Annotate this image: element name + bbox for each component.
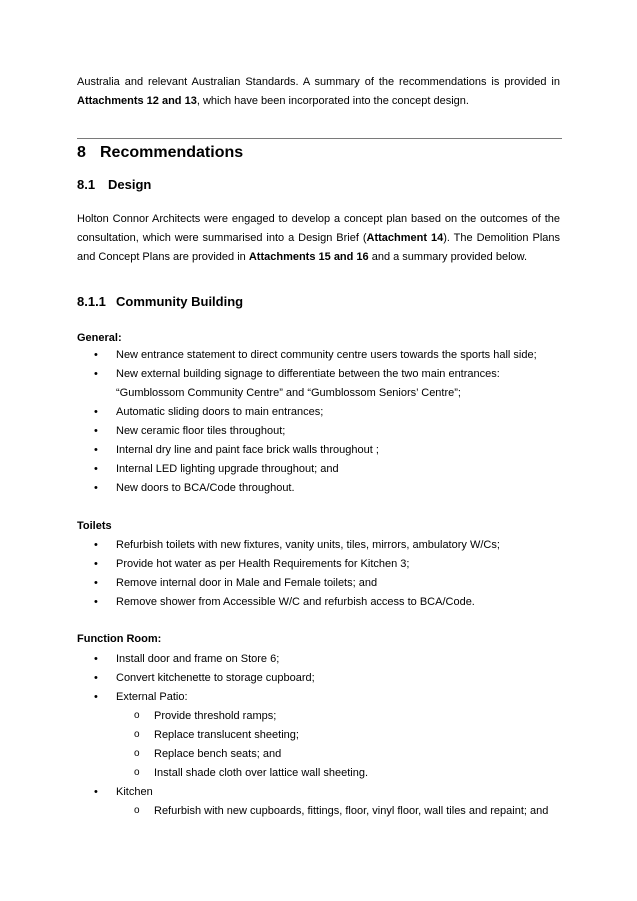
function-room-list [77, 650, 561, 821]
design-paragraph [77, 210, 560, 267]
function-room-heading: Function Room: [77, 633, 162, 645]
design-text-3: and a summary provided below. [368, 251, 528, 263]
sublist-item: o Replace translucent sheeting; [116, 726, 561, 745]
list-item-label: Kitchen [116, 786, 153, 798]
intro-bold-ref: Attachments 12 and 13 [77, 95, 197, 107]
list-item: • Automatic sliding doors to main entrances; [77, 403, 561, 422]
design-text-1: Holton Connor Architects were engaged to develop a concept plan based on the outcomes of the consultation, which were summarised into a Design Brief ( [77, 213, 560, 244]
design-text-2: ). The Demolition Plans and Concept Plans are provided in [77, 232, 560, 263]
intro-paragraph [77, 73, 560, 111]
list-item-kitchen [77, 783, 561, 821]
sublist-item: o Provide threshold ramps; [116, 707, 561, 726]
subsubsection-heading [77, 293, 243, 311]
list-item: • Internal dry line and paint face brick walls throughout ; [77, 441, 561, 460]
subsection-title: Design [108, 177, 152, 192]
list-item-external-patio [77, 688, 561, 783]
list-item: • New doors to BCA/Code throughout. [77, 479, 561, 498]
list-item: • New ceramic floor tiles throughout; [77, 422, 561, 441]
sublist-item: o Replace bench seats; and [116, 745, 561, 764]
list-item: • Internal LED lighting upgrade throughout; and [77, 460, 561, 479]
subsection-number: 8.1 [77, 177, 96, 192]
section-number: 8 [77, 144, 86, 161]
sublist-item: o Install shade cloth over lattice wall sheeting. [116, 764, 561, 783]
section-divider [77, 138, 562, 139]
design-bold-ref-2: Attachments 15 and 16 [248, 251, 369, 263]
subsubsection-title: Community Building [116, 294, 244, 309]
patio-sublist [116, 707, 561, 783]
list-item: • New external building signage to differentiate between the two main entrances: “Gumblossom Community Centre” and “Gumblossom Seniors’ Centre”; [77, 365, 561, 403]
list-item: • Remove shower from Accessible W/C and refurbish access to BCA/Code. [77, 593, 561, 612]
list-item: • Remove internal door in Male and Female toilets; and [77, 574, 561, 593]
toilets-list [77, 536, 561, 612]
design-bold-ref-1: Attachment 14 [366, 232, 444, 244]
section-heading [77, 143, 243, 163]
general-heading: General: [77, 332, 122, 344]
section-title: Recommendations [100, 144, 244, 161]
sublist-item: o Refurbish with new cupboards, fittings, floor, vinyl floor, wall tiles and repaint; and [116, 802, 561, 821]
list-item: • New entrance statement to direct community centre users towards the sports hall side; [77, 346, 561, 365]
kitchen-sublist [116, 802, 561, 821]
subsection-heading [77, 176, 151, 194]
list-item: • Convert kitchenette to storage cupboard; [77, 669, 561, 688]
general-list [77, 346, 561, 498]
toilets-heading: Toilets [77, 520, 112, 532]
subsubsection-number: 8.1.1 [77, 294, 106, 309]
intro-text: Australia and relevant Australian Standards. A summary of the recommendations is provided in [77, 76, 560, 88]
intro-text-rest: , which have been incorporated into the concept design. [196, 95, 469, 107]
list-item: • Provide hot water as per Health Requirements for Kitchen 3; [77, 555, 561, 574]
list-item: • Install door and frame on Store 6; [77, 650, 561, 669]
list-item: • Refurbish toilets with new fixtures, vanity units, tiles, mirrors, ambulatory W/Cs; [77, 536, 561, 555]
list-item-label: External Patio: [116, 691, 188, 703]
